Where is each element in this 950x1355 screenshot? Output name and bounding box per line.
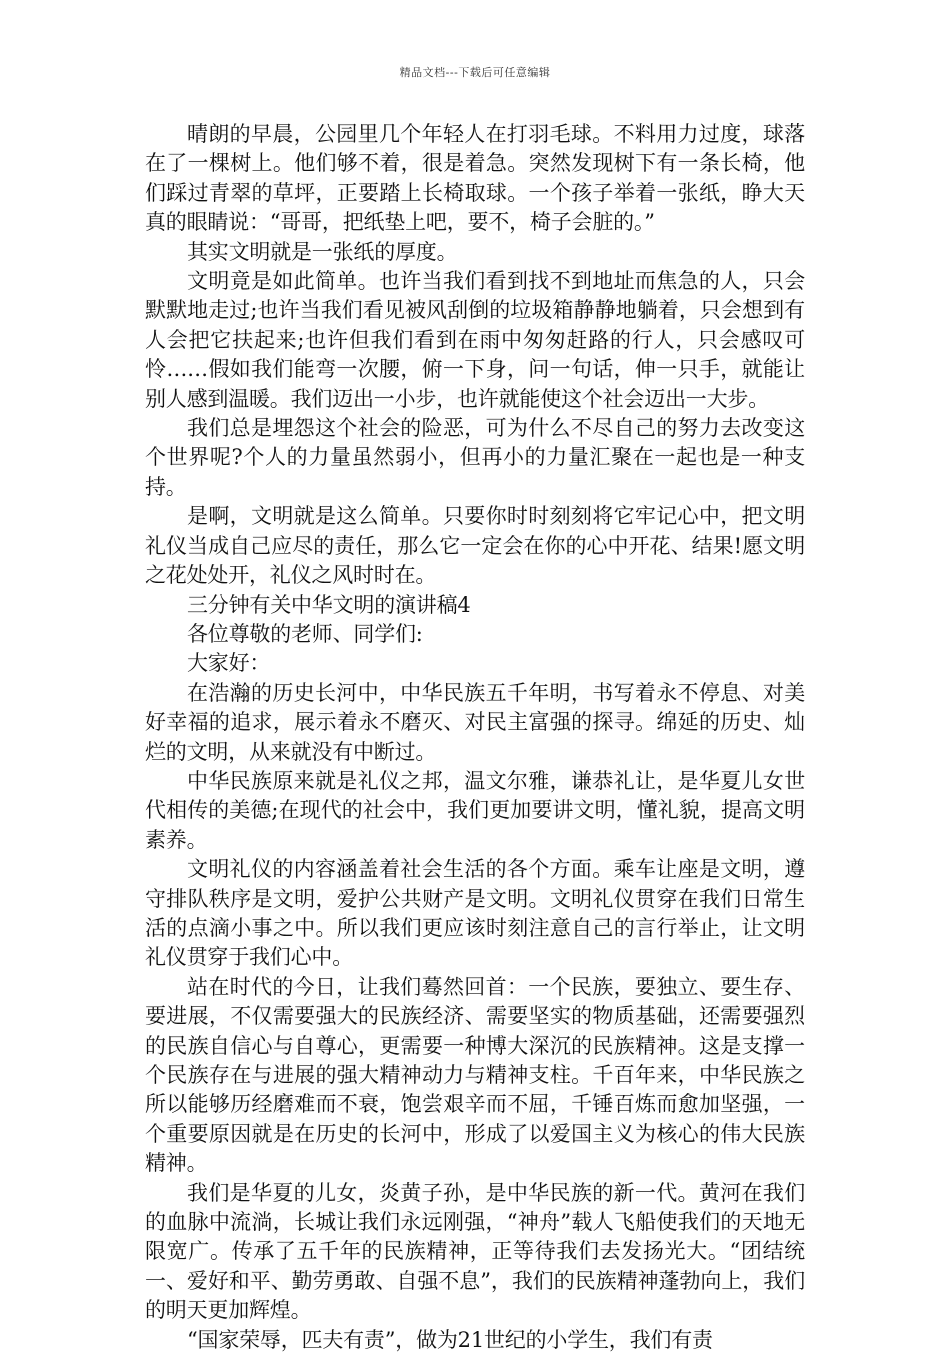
- paragraph: 站在时代的今日，让我们蓦然回首：一个民族，要独立、要生存、要进展，不仅需要强大的民族经济、需要坚实的物质基础，还需要强烈的民族自信心与自尊心，更需要一种博大深沉的民族精神。这是支撑一个民族存在与进展的强大精神动力与精神支柱。千百年来，中华民族之所以能够历经磨难而不衰，饱尝艰辛而不屈，千锤百炼而愈加坚强，一个重要原因就是在历史的长河中，形成了以爱国主义为核心的伟大民族精神。: [145, 974, 805, 1176]
- section-title: 三分钟有关中华文明的演讲稿4: [187, 592, 471, 617]
- paragraph: 中华民族原来就是礼仪之邦，温文尔雅，谦恭礼让，是华夏儿女世代相传的美德;在现代的社会中，我们更加要讲文明，懂礼貌，提高文明素养。: [145, 768, 805, 852]
- paragraph: 其实文明就是一张纸的厚度。: [187, 239, 458, 264]
- paragraph: 文明竟是如此简单。也许当我们看到找不到地址而焦急的人，只会默默地走过;也许当我们看见被风刮倒的垃圾箱静静地躺着，只会想到有人会把它扶起来;也许但我们看到在雨中匆匆赶路的行人，只会感叹可怜……假如我们能弯一次腰，俯一下身，问一句话，伸一只手，就能让别人感到温暖。我们迈出一小步，也许就能使这个社会迈出一大步。: [145, 269, 805, 411]
- document-body: [145, 120, 805, 1355]
- paragraph: 文明礼仪的内容涵盖着社会生活的各个方面。乘车让座是文明，遵守排队秩序是文明，爱护公共财产是文明。文明礼仪贯穿在我们日常生活的点滴小事之中。所以我们更应该时刻注意自己的言行举止，让文明礼仪贯穿于我们心中。: [145, 857, 805, 970]
- salutation: 各位尊敬的老师、同学们:: [187, 621, 423, 646]
- paragraph: “国家荣辱，匹夫有责”，做为21世纪的小学生，我们有责: [187, 1327, 713, 1352]
- paragraph: 晴朗的早晨，公园里几个年轻人在打羽毛球。不料用力过度，球落在了一棵树上。他们够不着，很是着急。突然发现树下有一条长椅，他们踩过青翠的草坪，正要踏上长椅取球。一个孩子举着一张纸，睁大天真的眼睛说：“哥哥，把纸垫上吧，要不，椅子会脏的。”: [145, 122, 805, 235]
- paragraph: 在浩瀚的历史长河中，中华民族五千年明，书写着永不停息、对美好幸福的追求，展示着永不磨灭、对民主富强的探寻。绵延的历史、灿烂的文明，从来就没有中断过。: [145, 680, 805, 764]
- page-header: 精品文档---下载后可任意编辑: [399, 66, 551, 79]
- paragraph: 我们总是埋怨这个社会的险恶，可为什么不尽自己的努力去改变这个世界呢?个人的力量虽然弱小，但再小的力量汇聚在一起也是一种支持。: [145, 416, 805, 499]
- paragraph: 我们是华夏的儿女，炎黄子孙，是中华民族的新一代。黄河在我们的血脉中流淌，长城让我们永远刚强，“神舟”载人飞船使我们的天地无限宽广。传承了五千年的民族精神，正等待我们去发扬光大。“团结统一、爱好和平、勤劳勇敢、自强不息”，我们的民族精神蓬勃向上，我们的明天更加辉煌。: [145, 1180, 805, 1323]
- paragraph: 是啊，文明就是这么简单。只要你时时刻刻将它牢记心中，把文明礼仪当成自己应尽的责任，那么它一定会在你的心中开花、结果!愿文明之花处处开，礼仪之风时时在。: [145, 504, 805, 588]
- greeting: 大家好：: [187, 651, 271, 676]
